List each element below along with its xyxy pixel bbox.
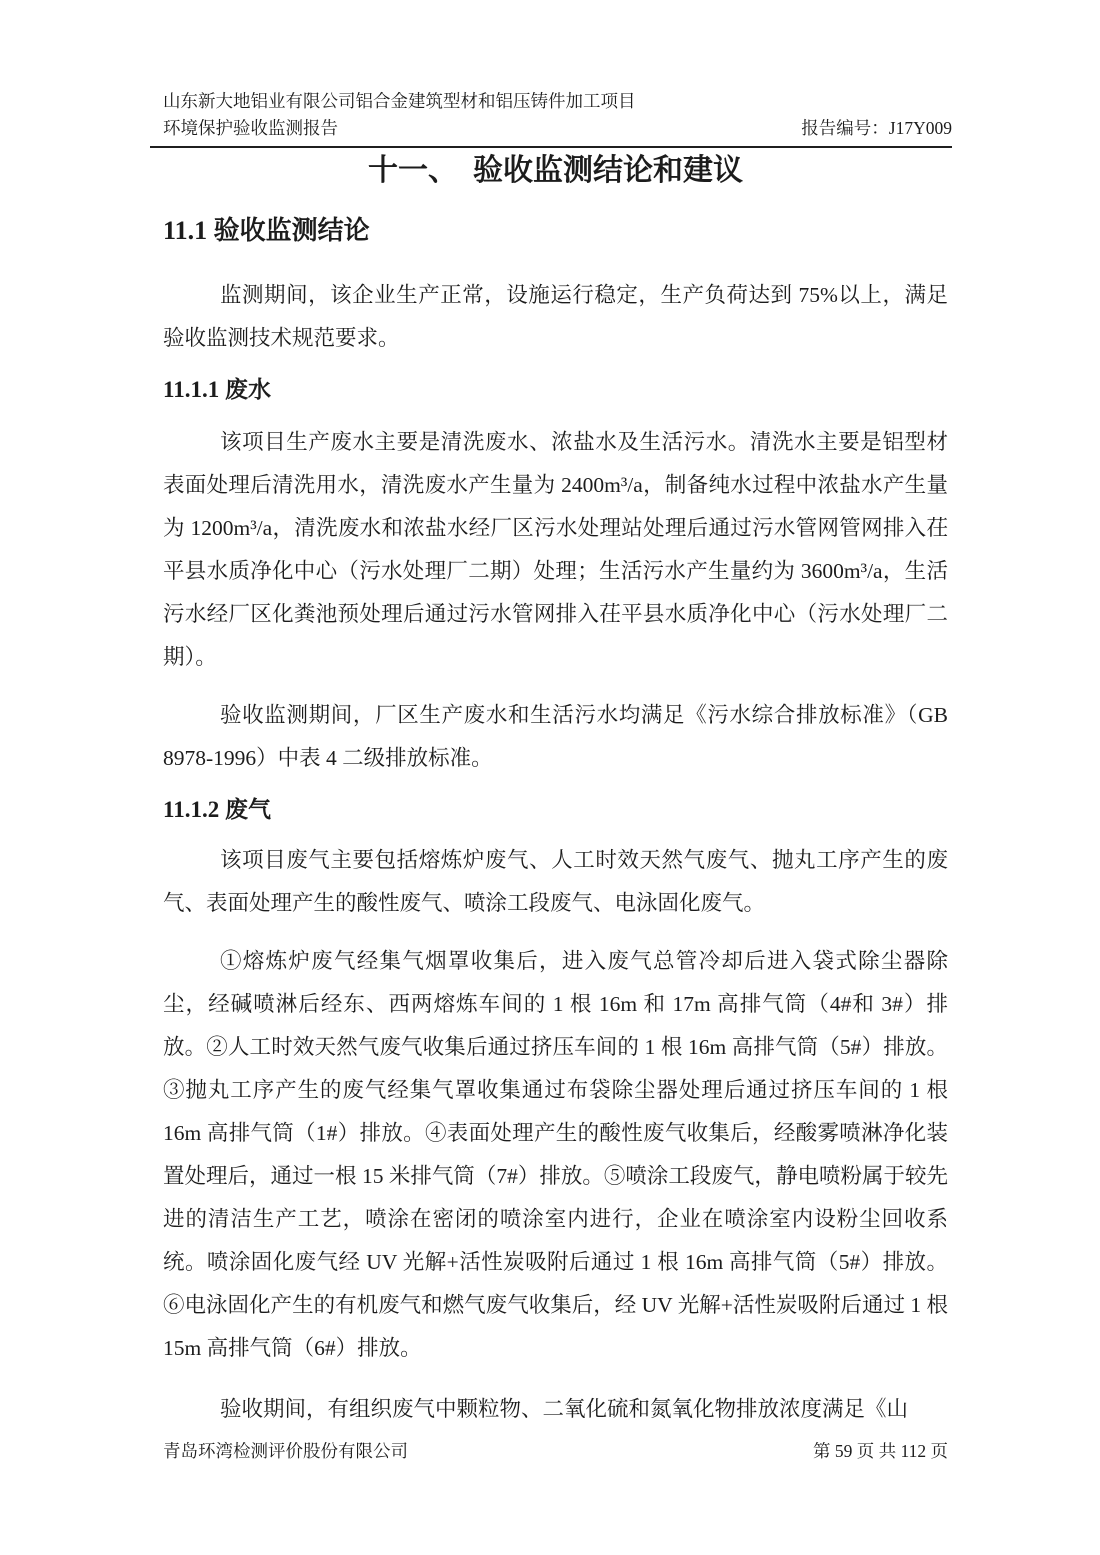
header-report-type: 环境保护验收监测报告	[163, 118, 338, 138]
footer-company-name: 青岛环湾检测评价股份有限公司	[163, 1441, 408, 1461]
header-report-number: 报告编号：J17Y009	[801, 118, 952, 138]
header-second-row	[163, 115, 952, 142]
section-heading-11-1-1-wastewater: 11.1.1 废水	[163, 377, 271, 402]
footer-page-number: 第 59 页 共 112 页	[813, 1441, 948, 1461]
section-heading-11-1-2-waste-gas: 11.1.2 废气	[163, 797, 271, 822]
header-divider	[150, 146, 952, 148]
paragraph-wastewater-standard: 验收监测期间，厂区生产废水和生活污水均满足《污水综合排放标准》（GB 8978-1996）中表 4 二级排放标准。	[163, 703, 948, 770]
paragraph-wastewater-description: 该项目生产废水主要是清洗废水、浓盐水及生活污水。清洗水主要是铝型材表面处理后清洗用水，清洗废水产生量为 2400m³/a，制备纯水过程中浓盐水产生量为 1200m³/a，清洗废水和浓盐水经厂区污水处理站处理后通过污水管网管网排入茌平县水质净化中心（污水处理厂二期）处理；生活污水产生量约为 3600m³/a，生活污水经厂区化粪池预处理后通过污水管网排入茌平县水质净化中心（污水处理厂二期）。	[163, 430, 948, 669]
page-header	[163, 88, 952, 142]
header-project-title: 山东新大地铝业有限公司铝合金建筑型材和铝压铸件加工项目	[163, 91, 636, 111]
paragraph-waste-gas-overview: 该项目废气主要包括熔炼炉废气、人工时效天然气废气、抛丸工序产生的废气、表面处理产生的酸性废气、喷涂工段废气、电泳固化废气。	[163, 848, 948, 915]
document-body	[163, 152, 948, 1431]
page-footer	[163, 1438, 948, 1463]
section-heading-11-1: 11.1 验收监测结论	[163, 216, 370, 245]
paragraph-waste-gas-treatment-details: ①熔炼炉废气经集气烟罩收集后，进入废气总管冷却后进入袋式除尘器除尘，经碱喷淋后经东、西两熔炼车间的 1 根 16m 和 17m 高排气筒（4#和 3#）排放。②人工时效天然气废气收集后通过挤压车间的 1 根 16m 高排气筒（5#）排放。③抛丸工序产生的废气经集气罩收集通过布袋除尘器处理后通过挤压车间的 1 根 16m 高排气筒（1#）排放。④表面处理产生的酸性废气收集后，经酸雾喷淋净化装置处理后，通过一根 15 米排气筒（7#）排放。⑤喷涂工段废气，静电喷粉属于较先进的清洁生产工艺，喷涂在密闭的喷涂室内进行，企业在喷涂室内设粉尘回收系统。喷涂固化废气经 UV 光解+活性炭吸附后通过 1 根 16m 高排气筒（5#）排放。⑥电泳固化产生的有机废气和燃气废气收集后，经 UV 光解+活性炭吸附后通过 1 根 15m 高排气筒（6#）排放。	[163, 949, 948, 1360]
paragraph-waste-gas-compliance-truncated: 验收期间，有组织废气中颗粒物、二氧化硫和氮氧化物排放浓度满足《山	[220, 1397, 909, 1421]
paragraph-monitoring-overview: 监测期间，该企业生产正常，设施运行稳定，生产负荷达到 75%以上，满足验收监测技术规范要求。	[163, 283, 948, 350]
chapter-title: 十一、 验收监测结论和建议	[368, 154, 743, 187]
